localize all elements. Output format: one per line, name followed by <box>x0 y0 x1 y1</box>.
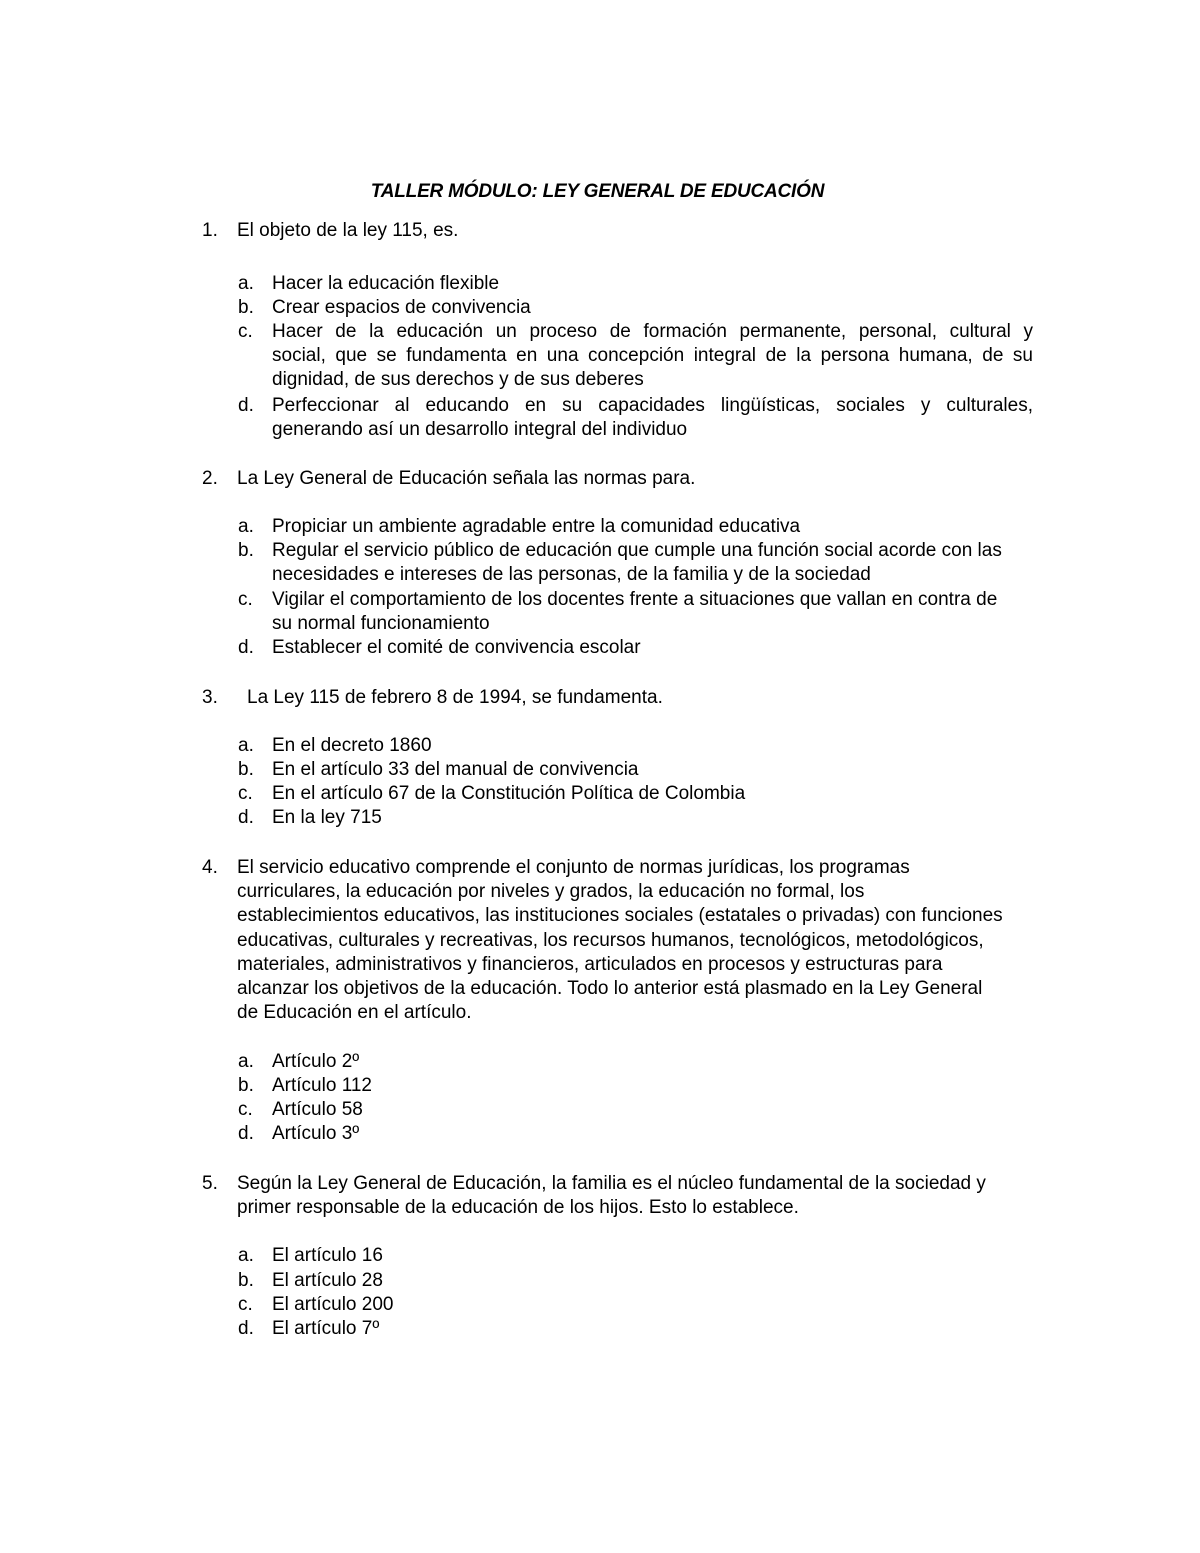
question-5-line-2: primer responsable de la educación de los hijos. Esto lo establece. <box>237 1197 799 1218</box>
option-letter: b. <box>238 1270 254 1291</box>
question-4-line-2: curriculares, la educación por niveles y grados, la educación no formal, los <box>237 881 865 902</box>
question-number: 3. <box>202 687 218 708</box>
option-letter: d. <box>238 1318 254 1339</box>
option-letter: b. <box>238 297 254 318</box>
option-text: Establecer el comité de convivencia escolar <box>272 637 641 658</box>
question-text: La Ley General de Educación señala las normas para. <box>237 468 696 489</box>
question-4-line-5: materiales, administrativos y financieros, articulados en procesos y estructuras para <box>237 954 943 975</box>
option-letter: c. <box>238 321 253 342</box>
option-letter: b. <box>238 540 254 561</box>
question-number: 1. <box>202 220 218 241</box>
question-text: La Ley 115 de febrero 8 de 1994, se fundamenta. <box>247 687 663 708</box>
option-letter: a. <box>238 1245 254 1266</box>
option-letter: b. <box>238 1075 254 1096</box>
question-text: El objeto de la ley 115, es. <box>237 220 459 241</box>
option-1c-line-3: dignidad, de sus derechos y de sus deberes <box>272 369 644 390</box>
option-letter: a. <box>238 273 254 294</box>
option-text: Propiciar un ambiente agradable entre la comunidad educativa <box>272 516 801 537</box>
option-letter: a. <box>238 1051 254 1072</box>
option-text: El artículo 28 <box>272 1270 383 1291</box>
option-letter: d. <box>238 807 254 828</box>
option-text: En la ley 715 <box>272 807 382 828</box>
option-letter: c. <box>238 1294 253 1315</box>
option-1d-line-2: generando así un desarrollo integral del individuo <box>272 419 688 440</box>
option-text: En el artículo 33 del manual de convivencia <box>272 759 639 780</box>
option-text: El artículo 7º <box>272 1318 380 1339</box>
option-letter: c. <box>238 1099 253 1120</box>
question-4-line-4: educativas, culturales y recreativas, los recursos humanos, tecnológicos, metodológicos, <box>237 930 984 951</box>
option-letter: b. <box>238 759 254 780</box>
option-1d-line-1: Perfeccionar al educando en su capacidades lingüísticas, sociales y culturales, <box>272 395 1033 416</box>
question-number: 4. <box>202 857 218 878</box>
option-text: El artículo 200 <box>272 1294 394 1315</box>
option-2b-line-2: necesidades e intereses de las personas, de la familia y de la sociedad <box>272 564 871 585</box>
option-letter: a. <box>238 735 254 756</box>
option-text: Artículo 3º <box>272 1123 360 1144</box>
option-text: Artículo 58 <box>272 1099 363 1120</box>
option-1c-line-2: social, que se fundamenta en una concepción integral de la persona humana, de su <box>272 345 1033 366</box>
question-4-line-7: de Educación en el artículo. <box>237 1002 472 1023</box>
option-text: Regular el servicio público de educación que cumple una función social acorde con las <box>272 540 1002 561</box>
option-text: Artículo 2º <box>272 1051 360 1072</box>
option-text: En el decreto 1860 <box>272 735 432 756</box>
option-text: Vigilar el comportamiento de los docentes frente a situaciones que vallan en contra de <box>272 589 998 610</box>
document-title: TALLER MÓDULO: LEY GENERAL DE EDUCACIÓN <box>370 181 825 202</box>
option-text: En el artículo 67 de la Constitución Política de Colombia <box>272 783 746 804</box>
question-text: Según la Ley General de Educación, la familia es el núcleo fundamental de la sociedad y <box>237 1173 986 1194</box>
option-letter: d. <box>238 1123 254 1144</box>
option-text: Hacer la educación flexible <box>272 273 500 294</box>
question-text: El servicio educativo comprende el conjunto de normas jurídicas, los programas <box>237 857 910 878</box>
option-2c-line-2: su normal funcionamiento <box>272 613 490 634</box>
question-number: 5. <box>202 1173 218 1194</box>
option-text: Crear espacios de convivencia <box>272 297 531 318</box>
question-number: 2. <box>202 468 218 489</box>
question-4-line-3: establecimientos educativos, las instituciones sociales (estatales o privadas) con funciones <box>237 905 1003 926</box>
option-text: Artículo 112 <box>272 1075 372 1096</box>
question-4-line-6: alcanzar los objetivos de la educación. Todo lo anterior está plasmado en la Ley General <box>237 978 983 999</box>
option-letter: c. <box>238 783 253 804</box>
option-1c-line-1: Hacer de la educación un proceso de formación permanente, personal, cultural y <box>272 321 1033 342</box>
option-letter: d. <box>238 637 254 658</box>
option-text: El artículo 16 <box>272 1245 383 1266</box>
option-letter: a. <box>238 516 254 537</box>
option-letter: d. <box>238 395 254 416</box>
option-letter: c. <box>238 589 253 610</box>
